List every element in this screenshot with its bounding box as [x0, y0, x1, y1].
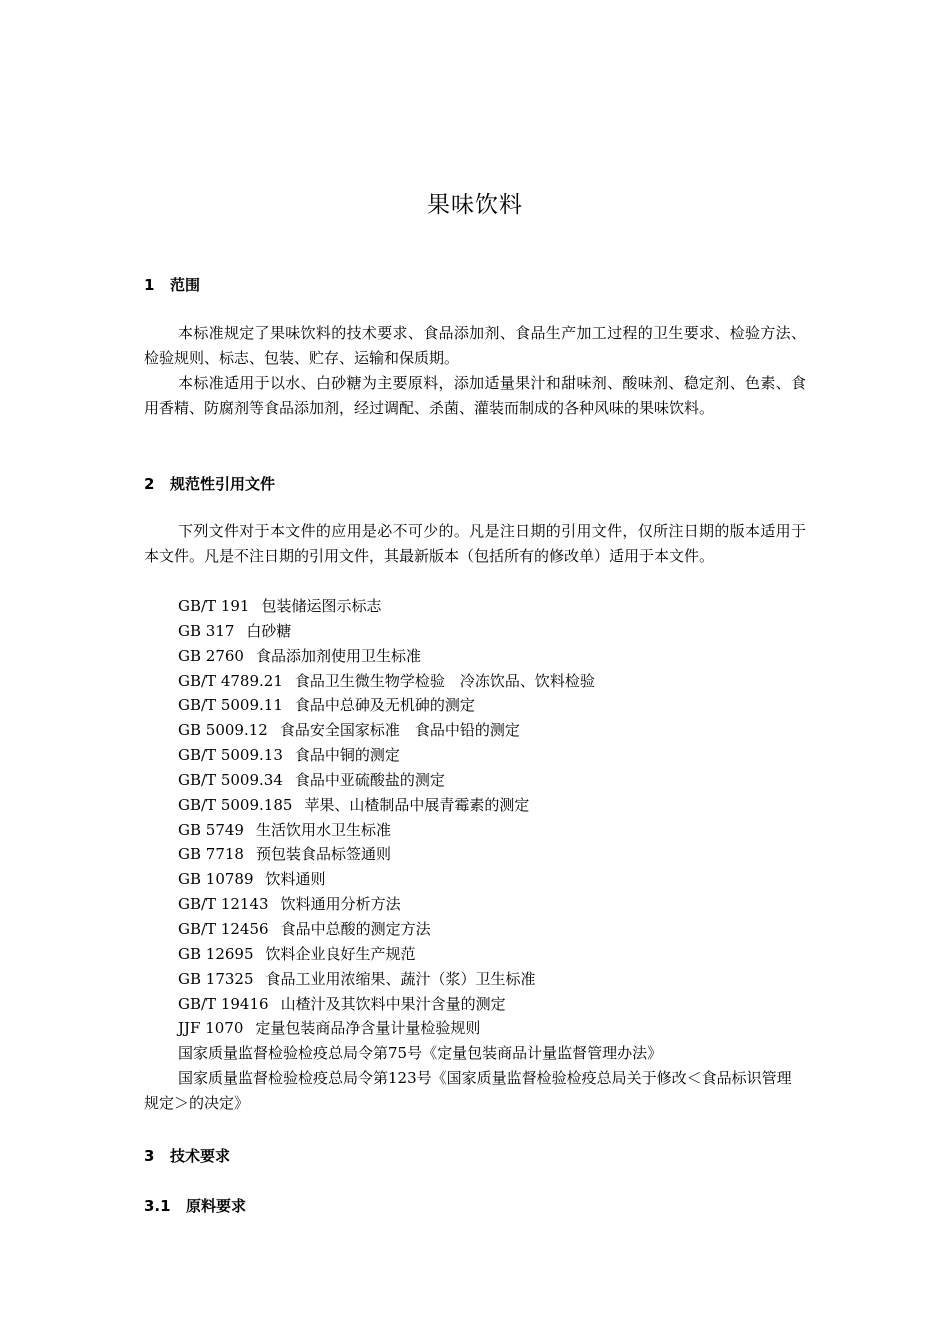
reference-item: GB 10789 饮料通则	[178, 870, 326, 889]
document-title: 果味饮料	[427, 192, 523, 218]
section-1-paragraph-1: 本标准规定了果味饮料的技术要求、食品添加剂、食品生产加工过程的卫生要求、检验方法、检验规则、标志、包装、贮存、运输和保质期。	[144, 324, 806, 367]
section-2-heading	[144, 473, 275, 494]
section-title: 技术要求	[170, 1147, 231, 1165]
reference-item: GB 5009.12 食品安全国家标准 食品中铅的测定	[178, 721, 520, 740]
reference-item: GB/T 191 包装储运图示标志	[178, 597, 382, 615]
reference-item: GB/T 12143 饮料通用分析方法	[178, 895, 401, 914]
section-1-heading	[144, 274, 200, 295]
section-3-1-heading	[144, 1195, 246, 1216]
reference-item: GB/T 4789.21 食品卫生微生物学检验 冷冻饮品、饮料检验	[178, 671, 595, 690]
section-number: 1	[144, 276, 155, 294]
reference-item: GB/T 5009.185 苹果、山楂制品中展青霉素的测定	[178, 795, 530, 814]
reference-item: GB/T 5009.13 食品中铜的测定	[178, 746, 400, 765]
reference-item: GB 5749 生活饮用水卫生标准	[178, 820, 391, 839]
reference-item: GB 17325 食品工业用浓缩果、蔬汁（浆）卫生标准	[178, 969, 536, 988]
decree-item: 国家质量监督检验检疫总局令第75号《定量包装商品计量监督管理办法》	[178, 1044, 663, 1063]
reference-item: GB/T 19416 山楂汁及其饮料中果汁含量的测定	[178, 994, 506, 1013]
section-1-paragraph-2: 本标准适用于以水、白砂糖为主要原料，添加适量果汁和甜味剂、酸味剂、稳定剂、色素、食用香精、防腐剂等食品添加剂，经过调配、杀菌、灌装而制成的各种风味的果味饮料。	[144, 374, 806, 417]
section-number: 3	[144, 1147, 155, 1165]
reference-item: GB/T 5009.11 食品中总砷及无机砷的测定	[178, 696, 475, 715]
reference-item: GB/T 12456 食品中总酸的测定方法	[178, 919, 431, 938]
reference-list	[144, 594, 806, 1116]
section-3-heading	[144, 1145, 230, 1166]
section-title: 范围	[170, 276, 201, 294]
reference-item: GB 12695 饮料企业良好生产规范	[178, 944, 416, 963]
reference-item: JJF 1070 定量包装商品净含量计量检验规则	[178, 1019, 481, 1038]
section-title: 原料要求	[186, 1197, 247, 1215]
section-number: 3.1	[144, 1197, 171, 1215]
section-number: 2	[144, 475, 155, 493]
section-title: 规范性引用文件	[170, 475, 276, 493]
section-2-intro-paragraph: 下列文件对于本文件的应用是必不可少的。凡是注日期的引用文件，仅所注日期的版本适用于本文件。凡是不注日期的引用文件，其最新版本（包括所有的修改单）适用于本文件。	[144, 522, 806, 565]
reference-item: GB 317 白砂糖	[178, 621, 292, 640]
decree-item: 国家质量监督检验检疫总局令第123号《国家质量监督检验检疫总局关于修改＜食品标识管理规定＞的决定》	[144, 1069, 792, 1112]
reference-item: GB/T 5009.34 食品中亚硫酸盐的测定	[178, 770, 445, 789]
reference-item: GB 7718 预包装食品标签通则	[178, 845, 391, 864]
reference-item: GB 2760 食品添加剂使用卫生标准	[178, 646, 421, 665]
